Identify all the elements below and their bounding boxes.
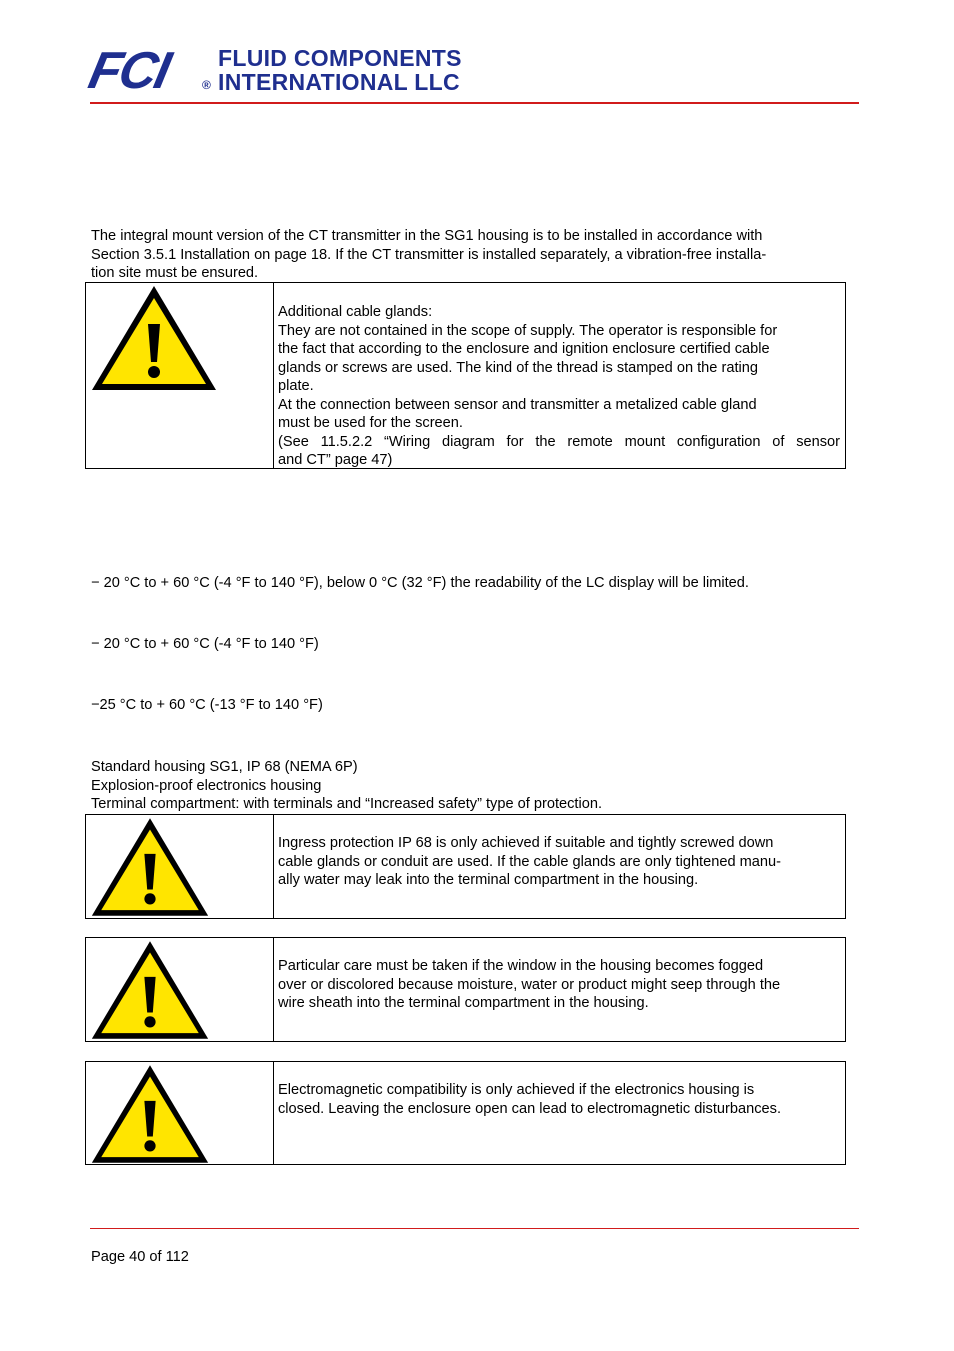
warning-line: wire sheath into the terminal compartment in the housing. xyxy=(278,995,649,1011)
warning-text xyxy=(278,834,840,890)
warning-box-window-fogging xyxy=(85,937,846,1042)
warning-line: over or discolored because moisture, water or product might seep through the xyxy=(278,976,781,993)
warning-line: closed. Leaving the enclosure open can lead to electromagnetic disturbances. xyxy=(278,1100,781,1117)
warning-line: Electromagnetic compatibility is only achieved if the electronics housing is xyxy=(278,1082,755,1098)
temperature-range-process: − 20 °C to + 60 °C (-4 °F to 140 °F) xyxy=(91,636,319,652)
warning-line: ally water may leak into the terminal compartment in the housing. xyxy=(278,872,699,888)
warning-triangle-icon xyxy=(90,284,218,392)
warning-line: the fact that according to the enclosure and ignition enclosure certified cable xyxy=(278,341,770,357)
header-rule xyxy=(90,102,859,104)
warning-triangle-icon xyxy=(90,939,210,1041)
warning-icon-cell xyxy=(86,283,274,468)
intro-paragraph xyxy=(91,227,851,283)
warning-line: plate. xyxy=(278,378,314,394)
logo-company-name xyxy=(218,46,462,94)
warning-line: Particular care must be taken if the window in the housing becomes fogged xyxy=(278,958,764,974)
warning-icon-cell xyxy=(86,938,274,1041)
warning-line: They are not contained in the scope of supply. The operator is responsible for xyxy=(278,322,778,339)
warning-box-cable-glands xyxy=(85,282,846,469)
page-number: Page 40 of 112 xyxy=(91,1249,189,1265)
logo-registered-mark: ® xyxy=(202,78,211,92)
logo-line-2: INTERNATIONAL LLC xyxy=(218,69,460,95)
warning-line: glands or screws are used. The kind of the thread is stamped on the rating xyxy=(278,359,758,376)
temperature-range-storage: −25 °C to + 60 °C (-13 °F to 140 °F) xyxy=(91,697,323,713)
company-logo xyxy=(83,42,490,100)
warning-text xyxy=(278,957,840,1013)
warning-line: Ingress protection IP 68 is only achieved if suitable and tightly screwed down xyxy=(278,835,774,851)
intro-line: tion site must be ensured. xyxy=(91,265,259,281)
warning-triangle-icon xyxy=(90,1063,210,1165)
intro-line: The integral mount version of the CT transmitter in the SG1 housing is to be installed in accordance with xyxy=(91,228,763,244)
warning-triangle-icon xyxy=(90,816,210,918)
warning-icon-cell xyxy=(86,1062,274,1164)
warning-line: At the connection between sensor and transmitter a metalized cable gland xyxy=(278,396,757,413)
warning-line: (See 11.5.2.2 “Wiring diagram for the remote mount configuration of sensor xyxy=(278,433,840,450)
warning-line: and CT” page 47) xyxy=(278,452,393,468)
warning-line: cable glands or conduit are used. If the cable glands are only tightened manu- xyxy=(278,853,781,870)
warning-icon-cell xyxy=(86,815,274,918)
warning-line: must be used for the screen. xyxy=(278,415,463,431)
warning-heading: Additional cable glands: xyxy=(278,304,433,320)
footer-rule xyxy=(90,1228,859,1229)
housing-paragraph xyxy=(91,758,602,814)
logo-mark: FCI xyxy=(83,42,174,100)
logo-line-1: FLUID COMPONENTS xyxy=(218,45,462,71)
temperature-range-ambient: − 20 °C to + 60 °C (-4 °F to 140 °F), below 0 °C (32 °F) the readability of the LC display will be limited. xyxy=(91,575,749,591)
warning-text xyxy=(278,1081,840,1118)
warning-text xyxy=(278,303,840,470)
warning-box-ingress-protection xyxy=(85,814,846,919)
housing-line: Standard housing SG1, IP 68 (NEMA 6P) xyxy=(91,759,358,775)
warning-box-emc xyxy=(85,1061,846,1165)
housing-line: Explosion-proof electronics housing xyxy=(91,777,322,794)
housing-line: Terminal compartment: with terminals and “Increased safety” type of protection. xyxy=(91,796,603,812)
intro-line: Section 3.5.1 Installation on page 18. If the CT transmitter is installed separately, a vibration-free installa- xyxy=(91,246,767,263)
